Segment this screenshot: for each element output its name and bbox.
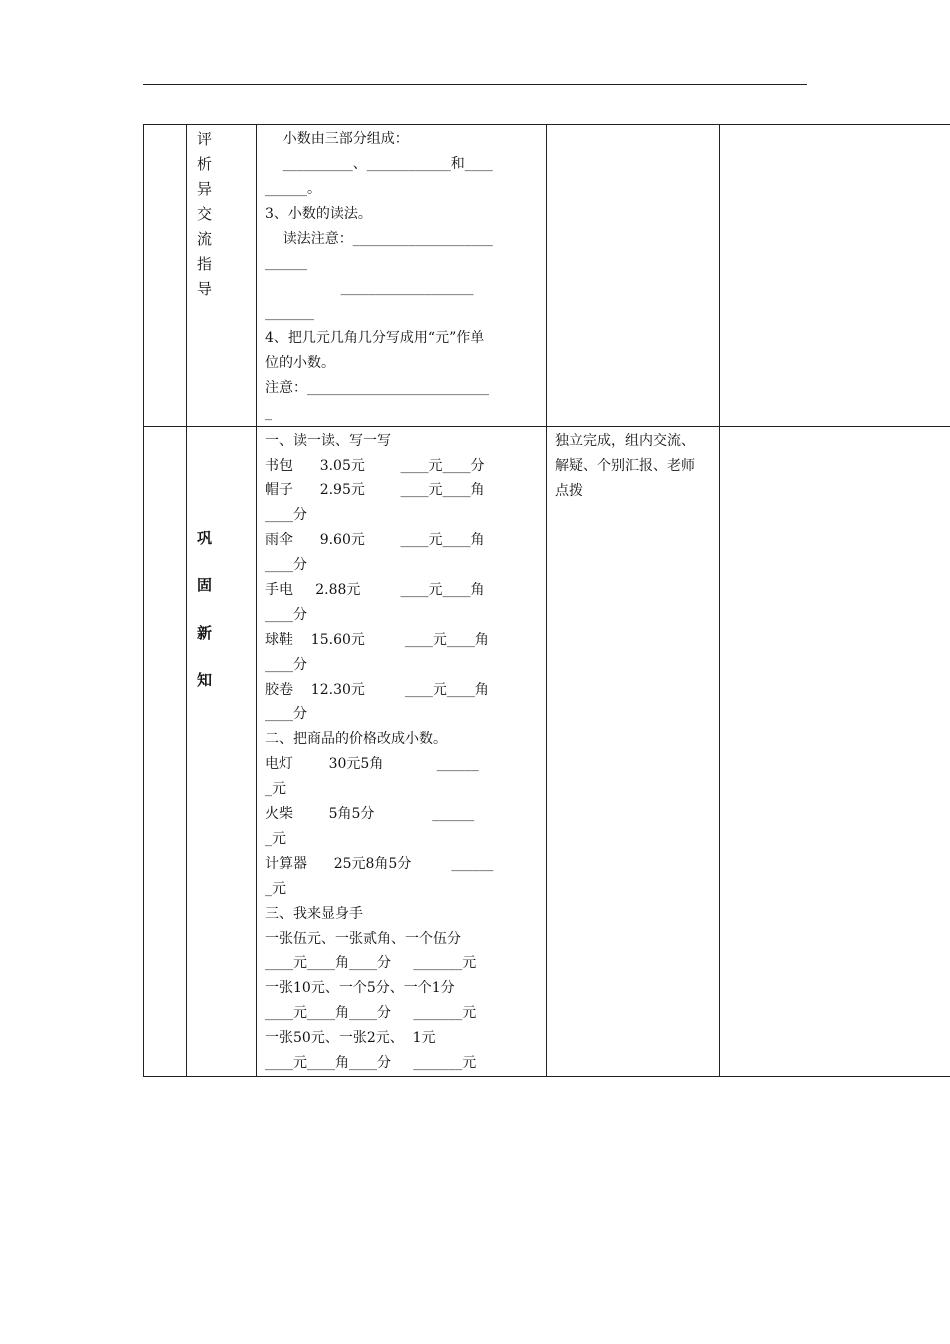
method-line: 独立完成，组内交流、	[555, 432, 695, 449]
stage-label-char: 新	[197, 623, 213, 642]
content-line: ____元____角____分 _______元	[265, 955, 477, 972]
method-lines	[547, 125, 719, 127]
content-line: ____元____角____分 _______元	[265, 1054, 477, 1071]
content-line: ______	[265, 255, 307, 272]
empty-cell	[144, 125, 187, 427]
content-cell	[257, 125, 547, 427]
content-cell	[257, 426, 547, 1076]
content-line: 读法注意：____________________	[265, 230, 493, 247]
content-line: 球鞋 15.60元 ____元____角	[265, 631, 489, 648]
empty-cell	[144, 426, 187, 1076]
content-line: _元	[265, 830, 286, 847]
content-line: _元	[265, 880, 286, 897]
content-line: 三、我来显身手	[265, 905, 363, 922]
method-cell	[547, 426, 720, 1076]
content-line: ____分	[265, 656, 307, 673]
stage-label-char: 交	[197, 205, 213, 223]
table-row-consolidate	[144, 426, 950, 1076]
method-cell	[547, 125, 720, 427]
method-line: 点拨	[555, 482, 583, 499]
content-line: 一、读一读、写一写	[265, 432, 391, 449]
notes-cell	[720, 426, 950, 1076]
notes-text	[720, 427, 950, 429]
stage-label-char: 析	[197, 155, 213, 173]
stage-label	[187, 125, 256, 302]
content-line: 一张50元、一张2元、 1元	[265, 1030, 436, 1047]
notes-text	[720, 125, 950, 127]
stage-label-char: 指	[197, 255, 213, 273]
content-line: 位的小数。	[265, 355, 335, 372]
lesson-plan-table	[143, 124, 950, 1077]
content-line: 一张10元、一个5分、一个1分	[265, 980, 455, 997]
header-rule	[143, 84, 807, 85]
content-line: 二、把商品的价格改成小数。	[265, 731, 447, 748]
content-line: ____分	[265, 606, 307, 623]
content-line: 手电 2.88元 ____元____角	[265, 582, 485, 599]
content-line: ____分	[265, 557, 307, 574]
stage-label-char: 异	[197, 180, 213, 198]
stage-label-cell	[187, 426, 257, 1076]
content-line: 火柴 5角5分 ______	[265, 806, 475, 823]
stage-label-char: 流	[197, 230, 213, 248]
notes-cell	[720, 125, 950, 427]
method-line: 解疑、个别汇报、老师	[555, 457, 695, 474]
content-line: 雨伞 9.60元 ____元____角	[265, 532, 485, 549]
content-line: 4、把几元几角几分写成用“元”作单	[265, 330, 485, 347]
content-line: _元	[265, 781, 286, 798]
method-lines	[547, 427, 719, 504]
stage-label-cell	[187, 125, 257, 427]
stage-label-char: 知	[197, 671, 213, 690]
content-lines	[257, 125, 546, 426]
content-lines	[257, 427, 546, 1076]
content-line: 一张伍元、一张贰角、一个伍分	[265, 930, 461, 947]
content-line: _	[265, 404, 272, 421]
table-row-analysis	[144, 125, 950, 427]
stage-label-char: 评	[197, 130, 213, 148]
stage-label-char: 巩	[197, 528, 213, 547]
content-line: ____元____角____分 _______元	[265, 1005, 477, 1022]
content-line: _______	[265, 305, 314, 322]
stage-label-char: 导	[197, 280, 213, 298]
content-line: ___________________	[265, 280, 474, 297]
content-line: 胶卷 12.30元 ____元____角	[265, 681, 489, 698]
content-line: 帽子 2.95元 ____元____角	[265, 482, 485, 499]
content-line: 3、小数的读法。	[265, 205, 372, 222]
content-line: ____分	[265, 706, 307, 723]
content-line: ______。	[265, 180, 321, 197]
content-line: 注意：__________________________	[265, 379, 489, 396]
stage-label-char: 固	[197, 576, 213, 595]
content-line: 电灯 30元5角 ______	[265, 756, 479, 773]
content-line: 书包 3.05元 ____元____分	[265, 457, 485, 474]
content-line: ____分	[265, 507, 307, 524]
content-line: __________、____________和____	[265, 155, 493, 172]
content-line: 小数由三部分组成：	[265, 131, 409, 147]
content-line: 计算器 25元8角5分 ______	[265, 855, 494, 872]
stage-label	[187, 427, 256, 705]
